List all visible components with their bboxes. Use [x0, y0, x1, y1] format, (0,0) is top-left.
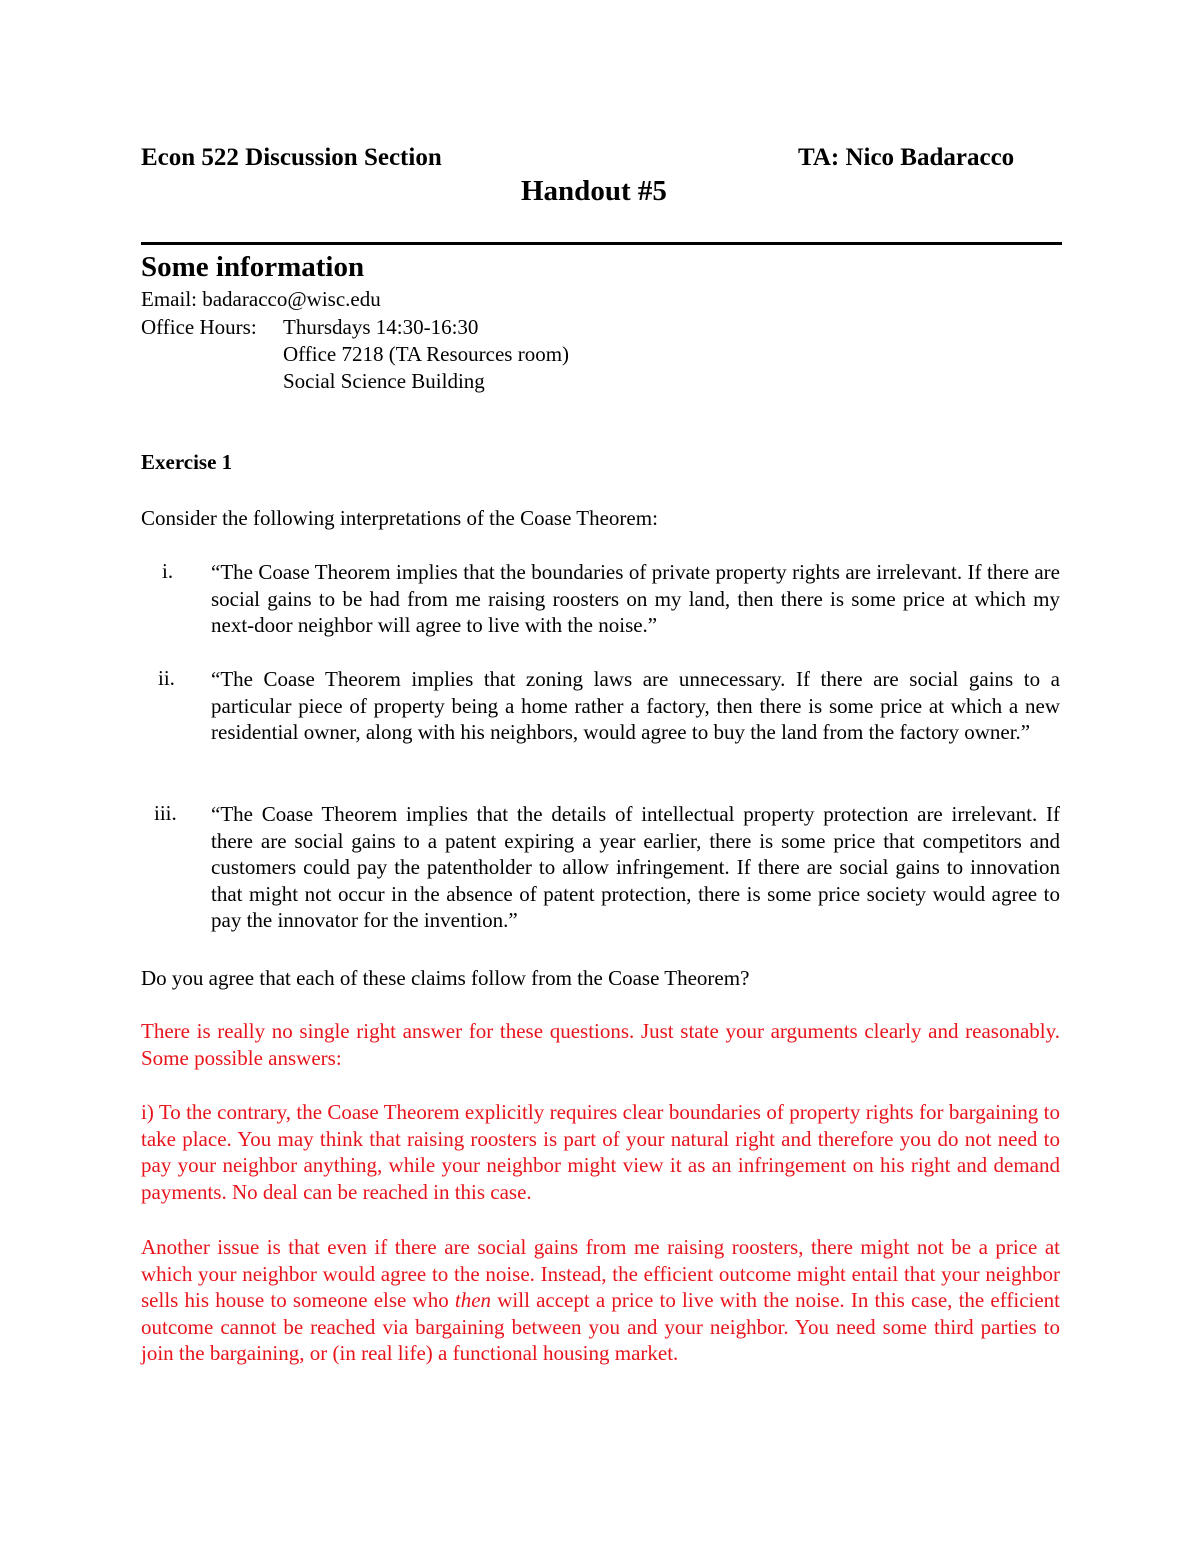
exercise-question: Do you agree that each of these claims follow from the Coase Theorem?: [141, 966, 750, 990]
office-hours-time: Thursdays 14:30-16:30: [283, 315, 479, 339]
office-room: Office 7218 (TA Resources room): [283, 342, 570, 366]
office-hours-label: Office Hours:: [141, 315, 257, 339]
email-line: Email: badaracco@wisc.edu: [141, 287, 381, 311]
answer-another-issue: [141, 1234, 1060, 1367]
exercise-intro: Consider the following interpretations of the Coase Theorem:: [141, 506, 658, 530]
item-number-iii: iii.: [154, 801, 177, 825]
handout-title: Handout #5: [521, 175, 667, 207]
exercise-title: Exercise 1: [141, 450, 233, 474]
header-divider: [141, 242, 1062, 245]
office-building: Social Science Building: [283, 369, 485, 393]
answer-intro: There is really no single right answer for these questions. Just state your arguments clearly and reasonably. Some possible answers:: [141, 1019, 1060, 1070]
interpretation-iii: “The Coase Theorem implies that the details of intellectual property protection are irrelevant. If there are social gains to a patent expiring a year earlier, there is some price that competitors and customers could pay the patentholder to allow infringement. If there are social gains to innovation that might not occur in the absence of patent protection, there is some price society would agree to pay the innovator for the invention.”: [211, 802, 1060, 932]
course-title: Econ 522 Discussion Section: [141, 144, 442, 171]
item-number-i: i.: [162, 559, 174, 583]
ta-name: TA: Nico Badaracco: [798, 144, 1015, 171]
answer-i: i) To the contrary, the Coase Theorem explicitly requires clear boundaries of property rights for bargaining to take place. You may think that raising roosters is part of your natural right and therefore you do not need to pay your neighbor anything, while your neighbor might view it as an infringement on his right and demand payments. No deal can be reached in this case.: [141, 1100, 1060, 1204]
answer-another-part2: will accept a price to live with the noise. In this case, the efficient outcome cannot be reached via bargaining between you and your neighbor. You need some third parties to join the bargaining, or (in real life) a functional housing market.: [141, 1288, 1060, 1365]
answer-another-part1: Another issue is that even if there are social gains from me raising roosters, there might not be a price at which your neighbor would agree to the noise. Instead, the efficient outcome might entail that your neighbor sells his house to someone else who: [141, 1235, 1060, 1312]
info-heading: Some information: [141, 251, 365, 283]
item-number-ii: ii.: [158, 666, 175, 690]
interpretation-i: “The Coase Theorem implies that the boundaries of private property rights are irrelevant. If there are social gains to be had from me raising roosters on my land, then there is some price at which my next-door neighbor will agree to live with the noise.”: [211, 560, 1060, 637]
interpretation-ii: “The Coase Theorem implies that zoning laws are unnecessary. If there are social gains to a particular piece of property being a home rather a factory, then there is some price at which a new residential owner, along with his neighbors, would agree to buy the land from the factory owner.”: [211, 667, 1060, 744]
answer-another-italic: then: [454, 1288, 492, 1312]
